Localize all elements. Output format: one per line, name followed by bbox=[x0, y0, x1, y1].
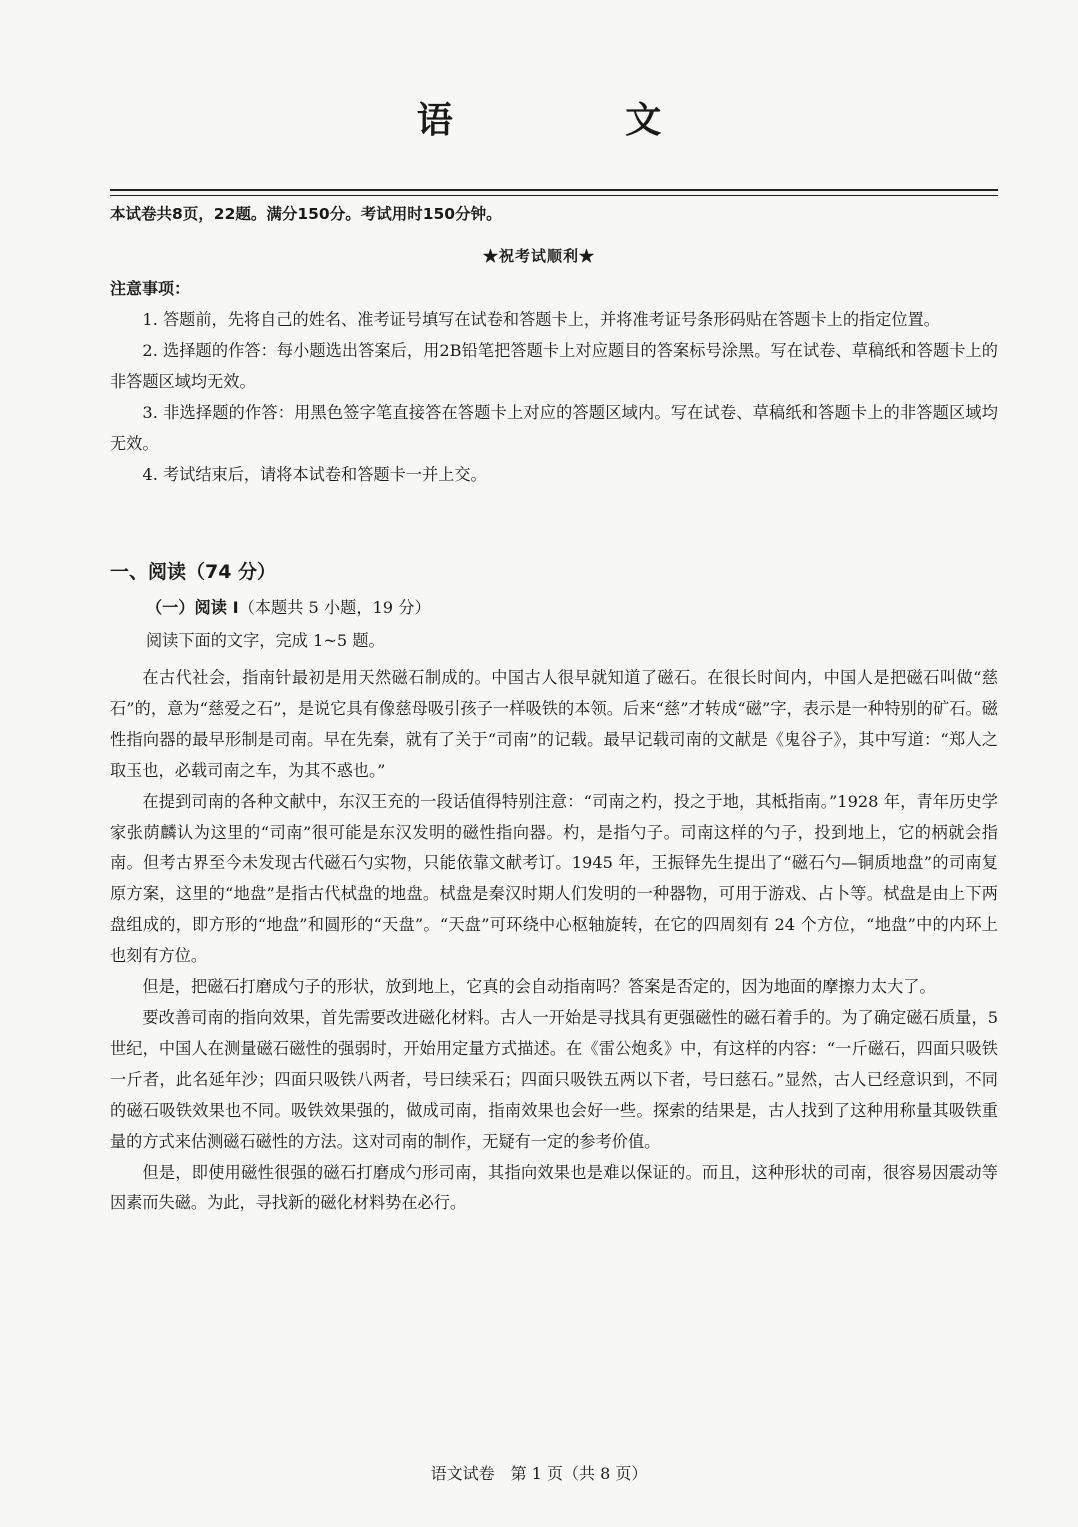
passage-paragraph: 在古代社会，指南针最初是用天然磁石制成的。中国古人很早就知道了磁石。在很长时间内，中国人是把磁石叫做“慈石”的，意为“慈爱之石”，是说它具有像慈母吸引孩子一样吸铁的本领。后来“慈”才转成“磁”字，表示是一种特别的矿石。磁性指向器的最早形制是司南。早在先秦，就有了关于“司南”的记载。最早记载司南的文献是《鬼谷子》，其中写道：“郑人之取玉也，必载司南之车，为其不惑也。” bbox=[110, 668, 998, 780]
header-rule-thin bbox=[110, 195, 998, 196]
notice-item: 4. 考试结束后，请将本试卷和答题卡一并上交。 bbox=[142, 465, 487, 484]
notices-title: 注意事项： bbox=[110, 279, 191, 298]
notice-item: 2. 选择题的作答：每小题选出答案后，用2B铅笔把答题卡上对应题目的答案标号涂黑。写在试卷、草稿纸和答题卡上的非答题区域均无效。 bbox=[110, 341, 998, 391]
passage-paragraph: 但是，把磁石打磨成勺子的形状，放到地上，它真的会自动指南吗？答案是否定的，因为地面的摩擦力太大了。 bbox=[142, 977, 936, 997]
notices-list bbox=[110, 304, 998, 490]
subsection-label: （一）阅读 I bbox=[146, 598, 239, 617]
good-luck-banner: ★祝考试顺利★ bbox=[482, 247, 595, 265]
passage-paragraph: 在提到司南的各种文献中，东汉王充的一段话值得特别注意：“司南之杓，投之于地，其柢指南。”1928 年，青年历史学家张荫麟认为这里的“司南”很可能是东汉发明的磁性指向器。杓，是指勺子。司南这样的勺子，投到地上，它的柄就会指南。但考古界至今未发现古代磁石勺实物，只能依靠文献考订。1945 年，王振铎先生提出了“磁石勺—铜质地盘”的司南复原方案，这里的“地盘”是指古代栻盘的地盘。栻盘是秦汉时期人们发明的一种器物，可用于游戏、占卜等。栻盘是由上下两盘组成的，即方形的“地盘”和圆形的“天盘”。“天盘”可环绕中心枢轴旋转，在它的四周刻有 24 个方位，“地盘”中的内环上也刻有方位。 bbox=[110, 791, 998, 966]
header-rule-thick bbox=[110, 189, 998, 191]
page-title: 语 文 bbox=[416, 100, 742, 141]
subsection-title bbox=[146, 594, 431, 618]
notice-item: 3. 非选择题的作答：用黑色签字笔直接答在答题卡上对应的答题区域内。写在试卷、草稿纸和答题卡上的非答题区域均无效。 bbox=[110, 403, 998, 453]
reading-passage bbox=[110, 663, 998, 1219]
exam-info: 本试卷共8页，22题。满分150分。考试用时150分钟。 bbox=[110, 205, 502, 223]
passage-paragraph: 但是，即使用磁性很强的磁石打磨成勺形司南，其指向效果也是难以保证的。而且，这种形状的司南，很容易因震动等因素而失磁。为此，寻找新的磁化材料势在必行。 bbox=[110, 1162, 998, 1213]
subsection-note: （本题共 5 小题，19 分） bbox=[238, 598, 431, 617]
reading-instruction: 阅读下面的文字，完成 1~5 题。 bbox=[146, 631, 385, 650]
page-footer: 语文试卷 第 1 页（共 8 页） bbox=[430, 1464, 648, 1483]
section-title: 一、阅读（74 分） bbox=[110, 561, 277, 583]
passage-paragraph: 要改善司南的指向效果，首先需要改进磁化材料。古人一开始是寻找具有更强磁性的磁石着手的。为了确定磁石质量，5 世纪，中国人在测量磁石磁性的强弱时，开始用定量方式描述。在《雷公炮炙》中，有这样的内容：“一斤磁石，四面只吸铁一斤者，此名延年沙；四面只吸铁八两者，号曰续采石；四面只吸铁五两以下者，号曰慈石。”显然，古人已经意识到，不同的磁石吸铁效果也不同。吸铁效果强的，做成司南，指南效果也会好一些。探索的结果是，古人找到了这种用称量其吸铁重量的方式来估测磁石磁性的方法。这对司南的制作，无疑有一定的参考价值。 bbox=[110, 1007, 998, 1151]
notice-item: 1. 答题前，先将自己的姓名、准考证号填写在试卷和答题卡上，并将准考证号条形码贴在答题卡上的指定位置。 bbox=[142, 310, 940, 329]
